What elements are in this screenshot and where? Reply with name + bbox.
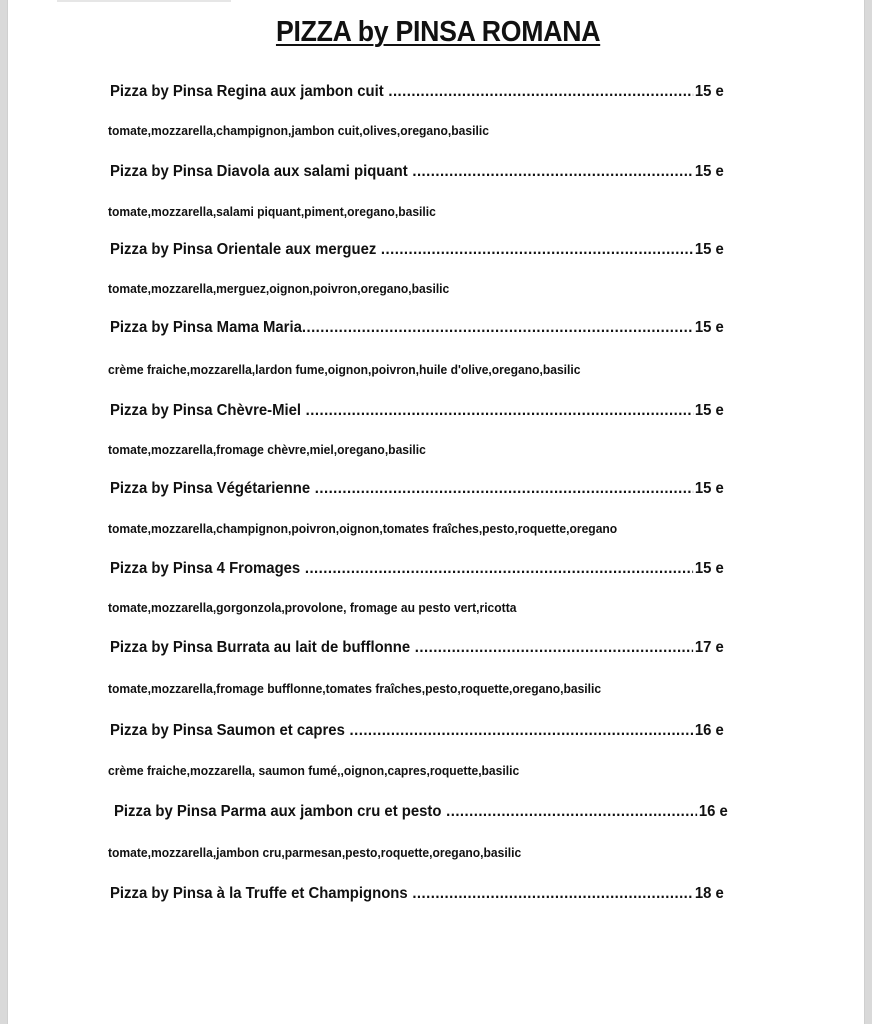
- item-name: Pizza by Pinsa Chèvre-Miel: [110, 402, 302, 419]
- menu-item: [110, 479, 724, 499]
- item-name: Pizza by Pinsa Parma aux jambon cru et pesto: [114, 803, 442, 820]
- dot-leader: [350, 721, 693, 741]
- menu-item: [110, 559, 724, 579]
- item-name: Pizza by Pinsa Diavola aux salami piquant: [110, 163, 408, 180]
- item-name: Pizza by Pinsa à la Truffe et Champignons: [110, 885, 408, 902]
- item-price: 17 e: [694, 639, 724, 656]
- menu-title: PIZZA by PINSA ROMANA: [275, 16, 601, 48]
- item-price: 16 e: [694, 722, 724, 739]
- menu-item: [110, 401, 724, 421]
- item-price: 15 e: [694, 241, 724, 258]
- item-description: tomate,mozzarella,champignon,poivron,oignon,tomates fraîches,pesto,roquette,oregano: [108, 521, 618, 536]
- menu-item: [110, 318, 724, 338]
- item-name: Pizza by Pinsa Orientale aux merguez: [110, 241, 377, 258]
- menu-item: [114, 802, 728, 822]
- dot-leader: [388, 82, 693, 102]
- item-name: Pizza by Pinsa 4 Fromages: [110, 560, 301, 577]
- item-description: tomate,mozzarella,salami piquant,piment,oregano,basilic: [108, 204, 436, 219]
- item-price: 16 e: [698, 803, 728, 820]
- item-name: Pizza by Pinsa Regina aux jambon cuit: [110, 83, 384, 100]
- dot-leader: [415, 638, 693, 658]
- item-description: tomate,mozzarella,merguez,oignon,poivron,oregano,basilic: [108, 281, 450, 296]
- menu-item: [110, 884, 724, 904]
- item-name: Pizza by Pinsa Végétarienne: [110, 480, 311, 497]
- menu-item: [110, 82, 724, 102]
- menu-item: [110, 162, 724, 182]
- item-description: tomate,mozzarella,fromage bufflonne,tomates fraîches,pesto,roquette,oregano,basilic: [108, 681, 602, 696]
- dot-leader: [446, 802, 697, 822]
- item-description: tomate,mozzarella,jambon cru,parmesan,pesto,roquette,oregano,basilic: [108, 845, 522, 860]
- item-price: 15 e: [694, 83, 724, 100]
- dot-leader: [305, 559, 693, 579]
- item-description: tomate,mozzarella,champignon,jambon cuit,olives,oregano,basilic: [108, 123, 489, 138]
- dot-leader: [412, 162, 693, 182]
- dot-leader: [315, 479, 693, 499]
- item-price: 15 e: [694, 480, 724, 497]
- menu-item: [110, 721, 724, 741]
- menu-item: [110, 638, 724, 658]
- item-price: 15 e: [694, 319, 724, 336]
- item-description: crème fraiche,mozzarella,lardon fume,oignon,poivron,huile d'olive,oregano,basilic: [108, 362, 581, 377]
- item-price: 15 e: [694, 560, 724, 577]
- dot-leader: [302, 318, 693, 338]
- item-name: Pizza by Pinsa Saumon et capres: [110, 722, 345, 739]
- item-description: tomate,mozzarella,fromage chèvre,miel,oregano,basilic: [108, 442, 426, 457]
- item-price: 15 e: [694, 163, 724, 180]
- dot-leader: [381, 240, 693, 260]
- dot-leader: [412, 884, 693, 904]
- item-name: Pizza by Pinsa Burrata au lait de bufflonne: [110, 639, 411, 656]
- item-name: Pizza by Pinsa Mama Maria: [110, 319, 302, 336]
- dot-leader: [306, 401, 693, 421]
- menu-item: [110, 240, 724, 260]
- item-description: tomate,mozzarella,gorgonzola,provolone, fromage au pesto vert,ricotta: [108, 600, 517, 615]
- menu-page: [7, 0, 865, 1024]
- item-description: crème fraiche,mozzarella, saumon fumé,,oignon,capres,roquette,basilic: [108, 763, 520, 778]
- page-edge-tab: [57, 0, 231, 2]
- item-price: 15 e: [694, 402, 724, 419]
- item-price: 18 e: [694, 885, 724, 902]
